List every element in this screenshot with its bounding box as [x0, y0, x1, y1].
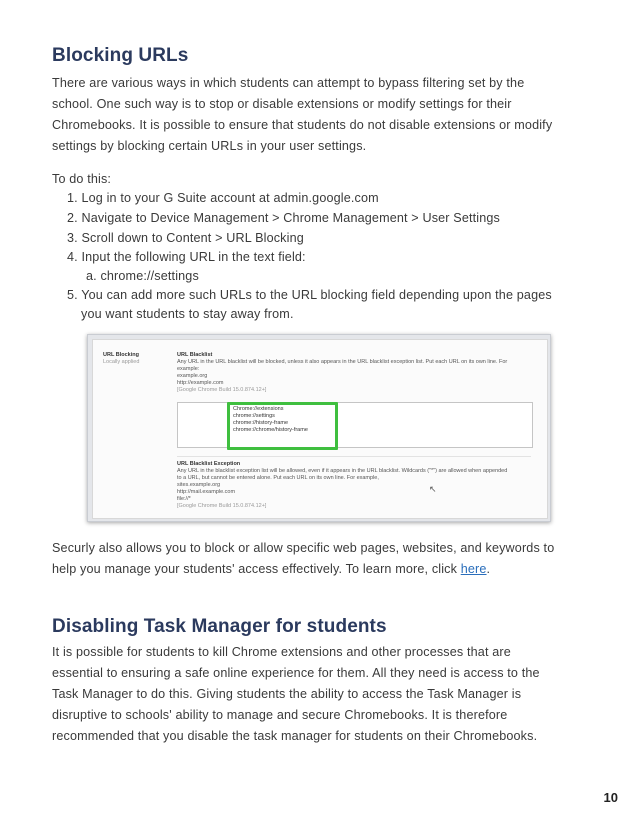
- task-manager-paragraph: [52, 642, 592, 747]
- task-line: disruptive to schools' ability to manage and secure Chromebooks. It is therefore: [52, 708, 508, 722]
- heading-disabling-task-manager: Disabling Task Manager for students: [52, 616, 387, 637]
- fig-example-1: example.org: [177, 373, 208, 379]
- step-5-cont: you want students to stay away from.: [81, 307, 294, 321]
- fig-entry: chrome://chrome/history-frame: [233, 427, 308, 433]
- fig-build-note-2: [Google Chrome Build 15.0.874.12+]: [177, 503, 267, 509]
- mouse-cursor-icon: ↖: [429, 484, 437, 494]
- fig-entry: chrome://history-frame: [233, 420, 289, 426]
- task-line: Task Manager to do this. Giving students the ability to access the Task Manager is: [52, 687, 522, 701]
- fig-divider: [177, 456, 531, 457]
- fig-exception-desc-2: to a URL, but cannot be entered alone. Put each URL on its own line. For example,: [177, 475, 379, 481]
- green-highlight-box: [227, 402, 338, 450]
- fig-section-sub: Locally applied: [103, 359, 140, 365]
- intro-line: Chromebooks. It is possible to ensure that students do not disable extensions or modify: [52, 118, 553, 132]
- fig-build-note-1: [Google Chrome Build 15.0.874.12+]: [177, 387, 267, 393]
- intro-paragraph: [52, 73, 592, 157]
- step-4a: a. chrome://settings: [86, 269, 199, 283]
- task-line: It is possible for students to kill Chrome extensions and other processes that are: [52, 645, 511, 659]
- todo-label: To do this:: [52, 172, 112, 186]
- page-number: 10: [603, 790, 618, 805]
- fig-section-title: URL Blocking: [103, 352, 139, 358]
- step-4: 4. Input the following URL in the text field:: [67, 250, 306, 264]
- task-line: recommended that you disable the task manager for students on their Chromebooks.: [52, 729, 538, 743]
- outro-line-2: [52, 559, 592, 580]
- fig-blacklist-title: URL Blacklist: [177, 352, 213, 358]
- fig-exception-desc-1: Any URL in the blacklist exception list will be allowed, even if it appears in the URL blacklist. Wildcards ("*") are allowed when appended: [177, 468, 508, 474]
- fig-blacklist-desc: Any URL in the URL blacklist will be blocked, unless it also appears in the URL blacklist exception list. Put each URL on its own line. For: [177, 359, 508, 365]
- fig-exception-ex-1: sites.example.org: [177, 482, 221, 488]
- settings-panel: [92, 339, 548, 519]
- step-3: 3. Scroll down to Content > URL Blocking: [67, 231, 304, 245]
- step-1: 1. Log in to your G Suite account at admin.google.com: [67, 191, 379, 205]
- fig-exception-ex-3: file://*: [177, 496, 191, 502]
- outro-paragraph: [52, 538, 592, 580]
- fig-entry: Chrome://extensions: [233, 406, 284, 412]
- intro-line: settings by blocking certain URLs in your user settings.: [52, 139, 367, 153]
- step-2: 2. Navigate to Device Management > Chrome Management > User Settings: [67, 211, 501, 225]
- intro-line: There are various ways in which students can attempt to bypass filtering set by the: [52, 76, 525, 90]
- outro-line-2-text: help you manage your students' access effectively. To learn more, click: [52, 562, 461, 576]
- fig-exception-title: URL Blacklist Exception: [177, 461, 241, 467]
- fig-example-label: example:: [177, 366, 200, 372]
- task-line: essential to ensuring a safe online experience for them. All they need is access to the: [52, 666, 540, 680]
- heading-blocking-urls: Blocking URLs: [52, 45, 189, 66]
- url-blocking-screenshot: [87, 334, 551, 522]
- intro-line: school. One such way is to stop or disable extensions or modify settings for their: [52, 97, 512, 111]
- fig-exception-ex-2: http://mail.example.com: [177, 489, 236, 495]
- here-link[interactable]: here: [460, 562, 487, 576]
- fig-example-2: http://example.com: [177, 380, 224, 386]
- outro-line-2-end: .: [486, 562, 491, 576]
- step-5: 5. You can add more such URLs to the URL blocking field depending upon the pages: [67, 288, 552, 302]
- fig-entry: chrome://settings: [233, 413, 275, 419]
- outro-line-1: Securly also allows you to block or allow specific web pages, websites, and keywords to: [52, 541, 555, 555]
